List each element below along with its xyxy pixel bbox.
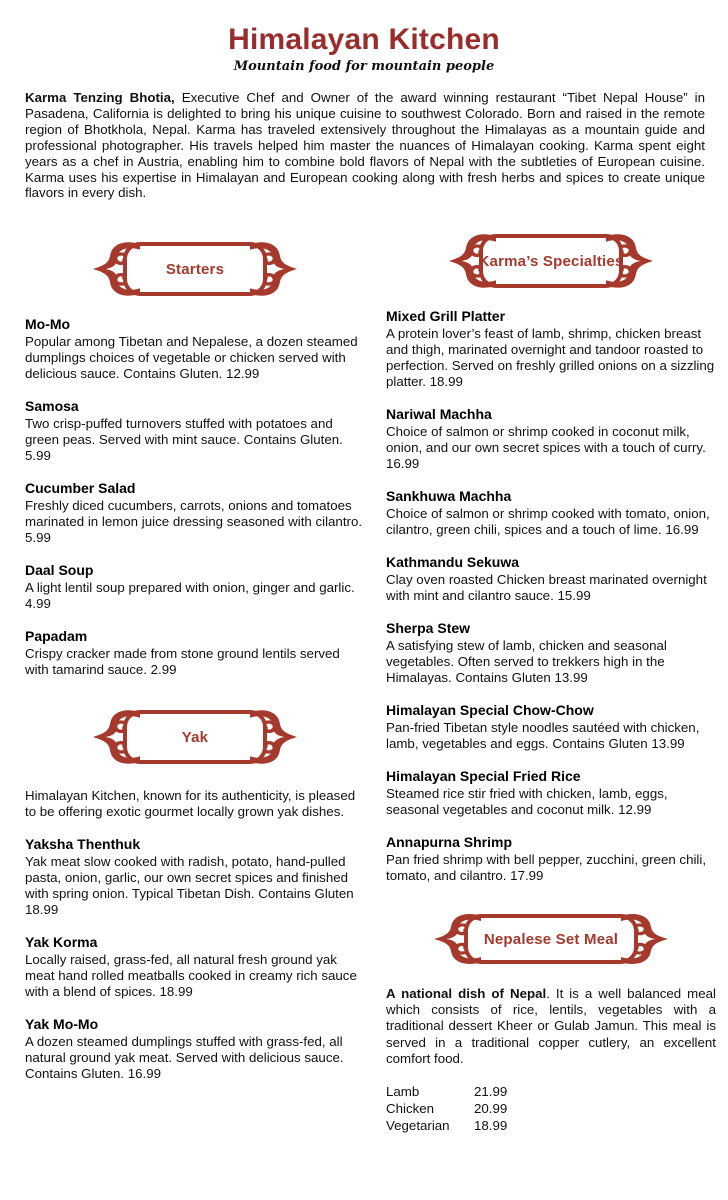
menu-item-name: Kathmandu Sekuwa <box>386 554 520 570</box>
set-meal-option-row <box>386 1117 716 1134</box>
menu-item-name: Mo-Mo <box>25 316 71 332</box>
menu-item-name: Himalayan Special Fried Rice <box>386 768 581 784</box>
menu-item <box>25 480 365 546</box>
menu-item-name: Mixed Grill Platter <box>386 308 506 324</box>
menu-item <box>25 836 365 918</box>
menu-item-description: Locally raised, grass-fed, all natural fresh ground yak meat hand rolled meatballs cooked in creamy rich sauce with a blend of spices. 18.99 <box>25 952 357 999</box>
specialties-list <box>386 308 716 884</box>
menu-item <box>386 406 716 472</box>
menu-item-name: Yaksha Thenthuk <box>25 836 141 852</box>
menu-item-description: Steamed rice stir fried with chicken, lamb, eggs, seasonal vegetables and coconut milk. 12.99 <box>386 786 668 817</box>
chef-intro-text: Executive Chef and Owner of the award winning restaurant “Tibet Nepal House” in Pasadena, California is delighted to bring his unique cuisine to southwest Colorado. Born and raised in the remote region of Bhotkhola, Nepal. Karma has traveled extensively throughout the Himalayas as a mountain guide and professional photographer. His travels helped him master the nuances of Himalayan cooking. Karma spent eight years as a chef in Austria, enabling him to combine bold flavors of Nepal with the subtleties of European cuisine. Karma uses his expertise in Himalayan and European cooking along with fresh herbs and spices to create unique flavors in every dish. <box>25 90 706 201</box>
page-title: Himalayan Kitchen <box>228 23 500 56</box>
menu-item <box>25 398 365 464</box>
menu-item-name: Nariwal Machha <box>386 406 492 422</box>
menu-item <box>386 554 716 604</box>
option-name: Lamb <box>386 1084 420 1100</box>
menu-item-description: Yak meat slow cooked with radish, potato, hand-pulled pasta, onion, garlic, our own secret spices and finished with spring onion. Typical Tibetan Dish. Contains Gluten 18.99 <box>25 854 354 917</box>
set-meal-lead: A national dish of Nepal <box>386 986 547 1001</box>
menu-item-description: Popular among Tibetan and Nepalese, a dozen steamed dumplings choices of vegetable or chicken served with delicious sauce. Contains Gluten. 12.99 <box>25 334 358 381</box>
section-badge-yak <box>96 706 294 768</box>
menu-item <box>25 1016 365 1082</box>
menu-item-name: Daal Soup <box>25 562 94 578</box>
menu-item-description: A satisfying stew of lamb, chicken and seasonal vegetables. Often served to trekkers high in the Himalayas. Contains Gluten 13.99 <box>386 638 667 685</box>
menu-item-description: Pan-fried Tibetan style noodles sautéed with chicken, lamb, vegetables and eggs. Contains Gluten 13.99 <box>386 720 700 751</box>
menu-item <box>386 488 716 538</box>
section-title-specialties: Karma’s Specialties <box>478 252 624 270</box>
option-price: 20.99 <box>474 1101 508 1117</box>
option-name: Vegetarian <box>386 1118 450 1134</box>
menu-item-description: Crispy cracker made from stone ground lentils served with tamarind sauce. 2.99 <box>25 646 340 677</box>
menu-item <box>386 702 716 752</box>
option-price: 18.99 <box>474 1118 508 1134</box>
right-column <box>386 230 716 1134</box>
chef-intro-paragraph <box>25 90 705 201</box>
menu-item-description: A protein lover’s feast of lamb, shrimp, chicken breast and thigh, marinated overnight and tandoor roasted to perfection. Served on freshly grilled onions on a sizzling platter. 18.99 <box>386 326 715 389</box>
menu-item-description: Choice of salmon or shrimp cooked with tomato, onion, cilantro, green chili, spices and a touch of lime. 16.99 <box>386 506 710 537</box>
page-subtitle: Mountain food for mountain people <box>233 59 495 74</box>
chef-name: Karma Tenzing Bhotia, <box>25 90 175 105</box>
menu-item <box>25 934 365 1000</box>
menu-item-name: Himalayan Special Chow-Chow <box>386 702 594 718</box>
menu-item-description: A light lentil soup prepared with onion, ginger and garlic. 4.99 <box>25 580 355 611</box>
starters-list <box>25 316 365 678</box>
menu-item <box>386 620 716 686</box>
menu-item-name: Sherpa Stew <box>386 620 471 636</box>
menu-item-name: Papadam <box>25 628 88 644</box>
section-title-set-meal: Nepalese Set Meal <box>483 930 619 948</box>
menu-item <box>25 628 365 678</box>
option-price: 21.99 <box>474 1084 508 1100</box>
set-meal-options <box>386 1083 716 1134</box>
set-meal-option-row <box>386 1083 716 1100</box>
section-badge-specialties <box>452 230 650 292</box>
menu-item <box>25 316 365 382</box>
menu-item-description: Two crisp-puffed turnovers stuffed with potatoes and green peas. Served with mint sauce. Contains Gluten. 5.99 <box>25 416 343 463</box>
menu-item-name: Annapurna Shrimp <box>386 834 513 850</box>
option-name: Chicken <box>386 1101 435 1117</box>
yak-section-intro: Himalayan Kitchen, known for its authenticity, is pleased to be offering exotic gourmet locally grown yak dishes. <box>25 788 356 819</box>
section-badge-starters <box>96 238 294 300</box>
menu-item-name: Yak Korma <box>25 934 98 950</box>
section-badge-set-meal <box>437 910 665 968</box>
menu-item-name: Samosa <box>25 398 79 414</box>
set-meal-option-row <box>386 1100 716 1117</box>
menu-item-description: Freshly diced cucumbers, carrots, onions and tomatoes marinated in lemon juice dressing seasoned with cilantro. 5.99 <box>25 498 363 545</box>
menu-item <box>25 562 365 612</box>
menu-item <box>386 768 716 818</box>
menu-item-name: Yak Mo-Mo <box>25 1016 99 1032</box>
menu-item-description: Pan fried shrimp with bell pepper, zucchini, green chili, tomato, and cilantro. 17.99 <box>386 852 707 883</box>
set-meal-text: . It is a well balanced meal which consists of rice, lentils, vegetables with a traditional dessert Kheer or Gulab Jamun. This meal is served in a traditional copper cutlery, an excellent comfort food. <box>386 986 716 1066</box>
set-meal-description <box>386 986 716 1067</box>
menu-item-name: Cucumber Salad <box>25 480 136 496</box>
menu-item-description: Choice of salmon or shrimp cooked in coconut milk, onion, and our own secret spices with a touch of curry. 16.99 <box>386 424 706 471</box>
left-column <box>25 238 365 1082</box>
menu-item-name: Sankhuwa Machha <box>386 488 512 504</box>
menu-item-description: A dozen steamed dumplings stuffed with grass-fed, all natural ground yak meat. Served with delicious sauce. Contains Gluten. 16.99 <box>25 1034 344 1081</box>
section-title-yak: Yak <box>181 728 209 746</box>
section-title-starters: Starters <box>165 260 225 278</box>
menu-item <box>386 834 716 884</box>
menu-item-description: Clay oven roasted Chicken breast marinated overnight with mint and cilantro sauce. 15.99 <box>386 572 707 603</box>
yak-list <box>25 836 365 1082</box>
menu-item <box>386 308 716 390</box>
